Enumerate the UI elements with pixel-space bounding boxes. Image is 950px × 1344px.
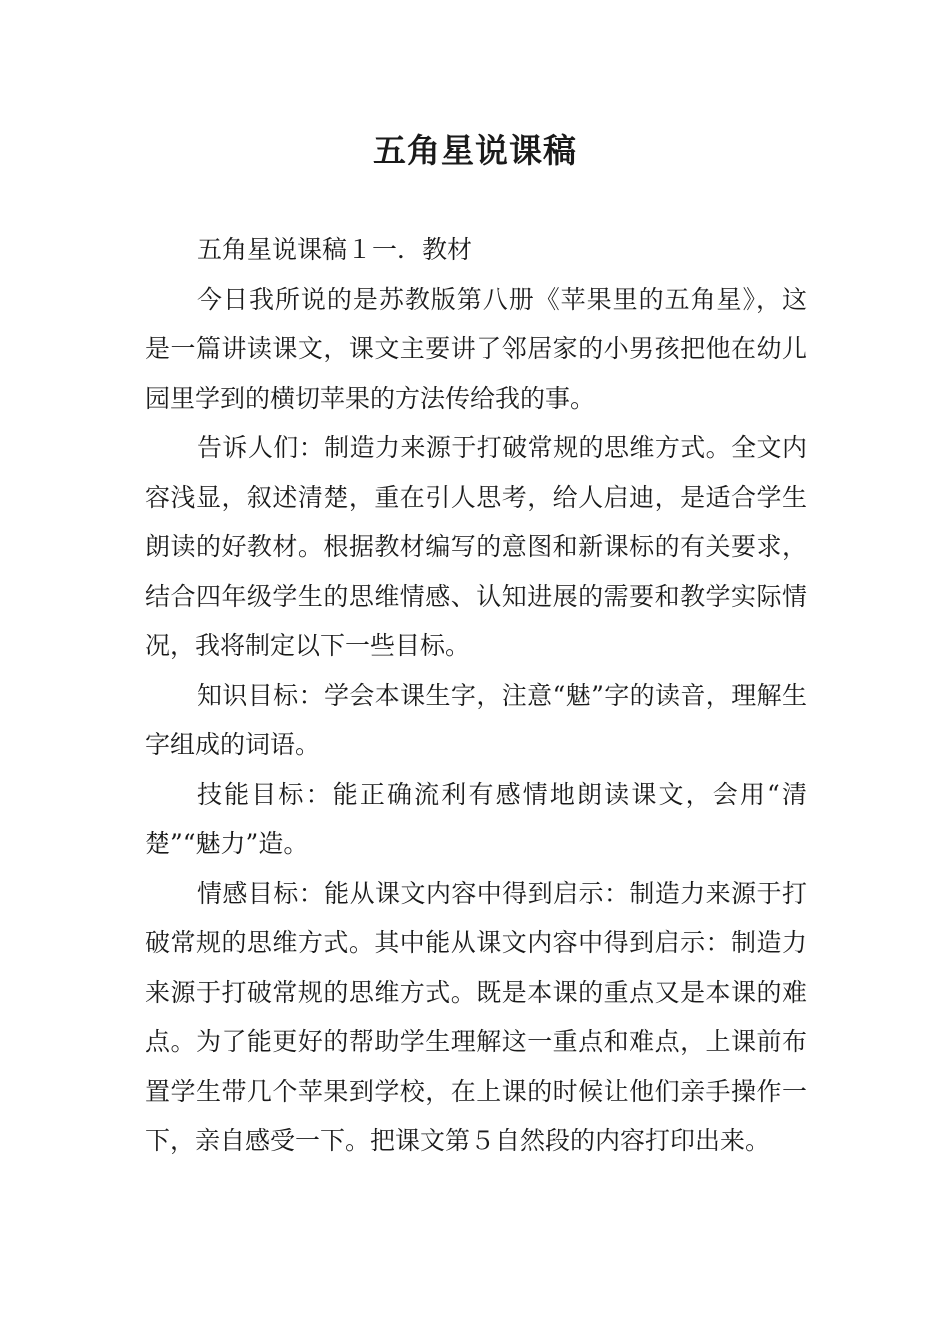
document-body: [145, 225, 807, 1166]
paragraph-intro: 今日我所说的是苏教版第八册《苹果里的五角星》，这是一篇讲读课文，课文主要讲了邻居家的小男孩把他在幼儿园里学到的横切苹果的方法传给我的事。: [145, 284, 807, 413]
paragraph-emotion-goal: 情感目标：能从课文内容中得到启示：制造力来源于打破常规的思维方式。其中能从课文内容中得到启示：制造力来源于打破常规的思维方式。既是本课的重点又是本课的难点。为了能更好的帮助学生理解这一重点和难点，上课前布置学生带几个苹果到学校，在上课的时候让他们亲手操作一下，亲自感受一下。把课文第５自然段的内容打印出来。: [145, 878, 807, 1155]
document-title: 五角星说课稿: [373, 131, 577, 170]
paragraph-heading: 五角星说课稿１一．教材: [197, 235, 473, 264]
paragraph-skill-goal: 技能目标：能正确流利有感情地朗读课文，会用“清楚”“魅力”造。: [145, 779, 807, 858]
paragraph-knowledge-goal: 知识目标：学会本课生字，注意“魅”字的读音，理解生字组成的词语。: [145, 680, 807, 759]
paragraph-theme: 告诉人们：制造力来源于打破常规的思维方式。全文内容浅显，叙述清楚，重在引人思考，给人启迪，是适合学生朗读的好教材。根据教材编写的意图和新课标的有关要求，结合四年级学生的思维情感、认知进展的需要和教学实际情况，我将制定以下一些目标。: [145, 433, 807, 660]
